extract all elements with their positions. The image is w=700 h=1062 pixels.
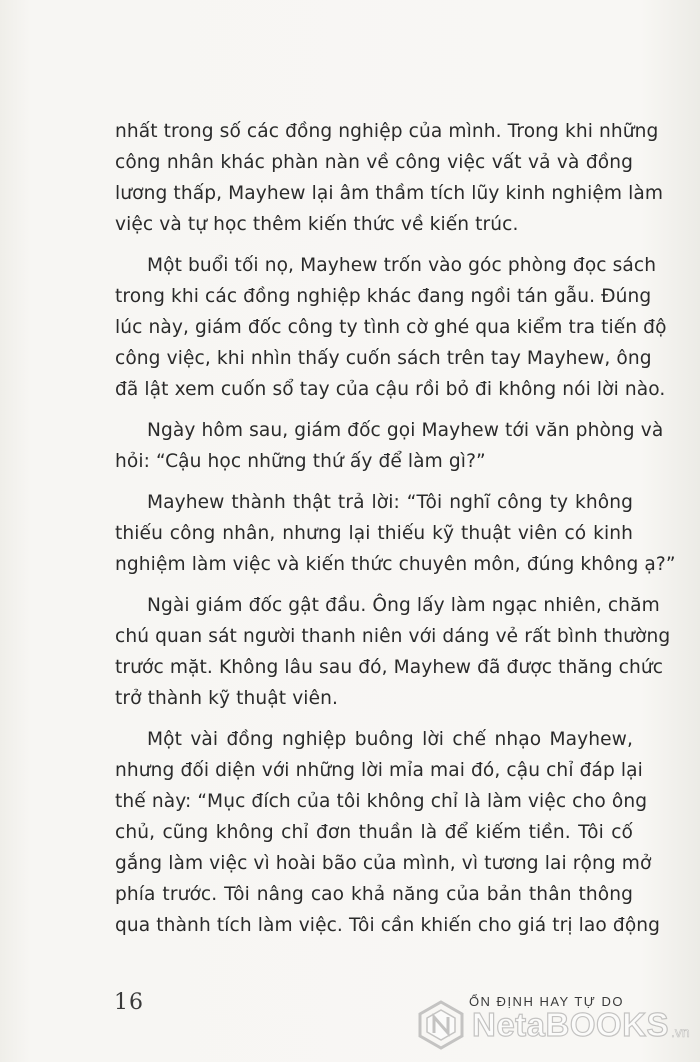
text-line: việc và tự học thêm kiến thức về kiến trúc. bbox=[115, 214, 519, 235]
text-line: công việc, khi nhìn thấy cuốn sách trên tay Mayhew, ông bbox=[115, 348, 652, 369]
text-line: Ngày hôm sau, giám đốc gọi Mayhew tới văn phòng và bbox=[147, 420, 664, 441]
paragraph bbox=[115, 250, 667, 405]
text-line: lương thấp, Mayhew lại âm thầm tích lũy kinh nghiệm làm bbox=[115, 183, 664, 204]
text-line: trở thành kỹ thuật viên. bbox=[115, 688, 339, 709]
watermark-suffix: .vn bbox=[671, 1024, 690, 1040]
netabooks-logo-icon bbox=[418, 1000, 464, 1050]
text-line: nghiệm làm việc và kiến thức chuyên môn, đúng không ạ?” bbox=[115, 554, 676, 575]
text-line: trong khi các đồng nghiệp khác đang ngồi tán gẫu. Đúng bbox=[115, 286, 652, 307]
paragraph bbox=[115, 487, 676, 580]
text-line: thiếu công nhân, nhưng lại thiếu kỹ thuật viên có kinh bbox=[115, 523, 633, 544]
text-line: qua thành tích làm việc. Tôi cần khiến cho giá trị lao động bbox=[115, 915, 661, 936]
body-text bbox=[115, 116, 676, 941]
paragraph bbox=[115, 724, 661, 941]
text-line: thế này: “Mục đích của tôi không chỉ là làm việc cho ông bbox=[115, 791, 648, 812]
paragraph bbox=[115, 590, 671, 714]
text-line: nhưng đối diện với những lời mỉa mai đó, cậu chỉ đáp lại bbox=[115, 760, 643, 781]
text-line: đã lật xem cuốn sổ tay của cậu rồi bỏ đi không nói lời nào. bbox=[115, 379, 666, 400]
text-line: chủ, cũng không chỉ đơn thuần là để kiếm tiền. Tôi cố bbox=[115, 822, 633, 843]
watermark-brand: NetaBOOKS bbox=[472, 1006, 670, 1043]
text-line: Một buổi tối nọ, Mayhew trốn vào góc phòng đọc sách bbox=[147, 255, 657, 276]
text-line: hỏi: “Cậu học những thứ ấy để làm gì?” bbox=[115, 451, 486, 472]
paragraph bbox=[115, 116, 664, 240]
running-title: ỔN ĐỊNH HAY TỰ DO bbox=[468, 994, 624, 1009]
page-number: 16 bbox=[114, 990, 144, 1015]
text-line: Mayhew thành thật trả lời: “Tôi nghĩ công ty không bbox=[147, 492, 633, 513]
text-line: Ngài giám đốc gật đầu. Ông lấy làm ngạc nhiên, chăm bbox=[147, 595, 660, 616]
text-line: công nhân khác phàn nàn về công việc vất vả và đồng bbox=[115, 152, 633, 173]
text-line: lúc này, giám đốc công ty tình cờ ghé qua kiểm tra tiến độ bbox=[115, 317, 667, 338]
text-line: nhất trong số các đồng nghiệp của mình. Trong khi những bbox=[115, 121, 659, 142]
text-line: gắng làm việc vì hoài bão của mình, vì tương lai rộng mở bbox=[115, 853, 652, 874]
text-line: phía trước. Tôi nâng cao khả năng của bản thân thông bbox=[115, 884, 633, 905]
text-line: Một vài đồng nghiệp buông lời chế nhạo Mayhew, bbox=[147, 729, 633, 750]
watermark bbox=[418, 1000, 690, 1050]
text-line: trước mặt. Không lâu sau đó, Mayhew đã được thăng chức bbox=[115, 657, 664, 678]
paragraph bbox=[115, 415, 664, 477]
text-line: chú quan sát người thanh niên với dáng vẻ rất bình thường bbox=[115, 626, 671, 647]
